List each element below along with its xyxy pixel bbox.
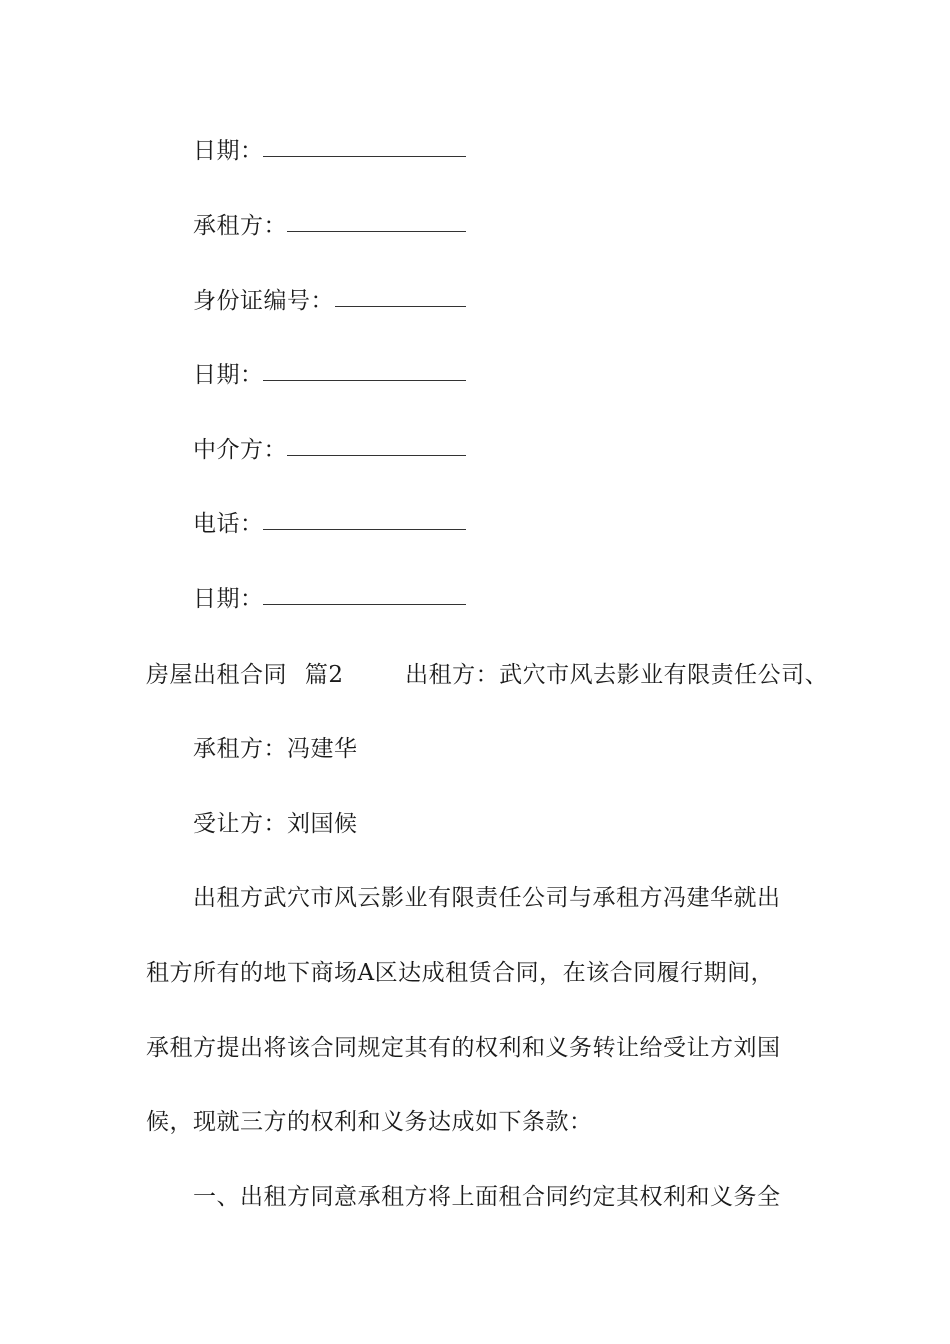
date-blank-line	[263, 136, 466, 157]
phone-field	[193, 509, 466, 539]
date-blank-line	[263, 584, 466, 605]
agent-label: 中介方：	[193, 437, 287, 463]
clause-1: 一、出租方同意承租方将上面租合同约定其权利和义务全	[193, 1184, 781, 1210]
section-part: 篇2	[304, 662, 344, 688]
phone-label: 电话：	[193, 511, 264, 537]
agent-field	[193, 435, 466, 465]
body-line: 出租方武穴市风云影业有限责任公司与承租方冯建华就出	[193, 885, 781, 911]
date-label: 日期：	[193, 362, 264, 388]
id-number-field	[193, 286, 466, 316]
lessee-field	[193, 211, 466, 241]
lessee-blank-line	[287, 211, 466, 232]
date-field	[193, 584, 466, 614]
transferee-party: 受让方：刘国候	[193, 811, 358, 837]
date-label: 日期：	[193, 586, 264, 612]
body-line: 租方所有的地下商场A区达成租赁合同，在该合同履行期间，	[146, 960, 775, 986]
body-line: 承租方提出将该合同规定其有的权利和义务转让给受让方刘国	[146, 1035, 781, 1061]
agent-blank-line	[287, 435, 466, 456]
section-heading	[146, 660, 828, 690]
id-number-blank-line	[335, 286, 466, 307]
date-blank-line	[263, 360, 466, 381]
phone-blank-line	[263, 509, 466, 530]
date-field	[193, 360, 466, 390]
section-title: 房屋出租合同	[146, 662, 287, 688]
date-label: 日期：	[193, 138, 264, 164]
lessee-label: 承租方：	[193, 213, 287, 239]
body-line: 候，现就三方的权利和义务达成如下条款：	[146, 1109, 593, 1135]
lessee-party: 承租方：冯建华	[193, 736, 358, 762]
id-number-label: 身份证编号：	[193, 288, 334, 314]
date-field	[193, 136, 466, 166]
lessor-line: 出租方：武穴市风去影业有限责任公司、	[405, 662, 829, 688]
